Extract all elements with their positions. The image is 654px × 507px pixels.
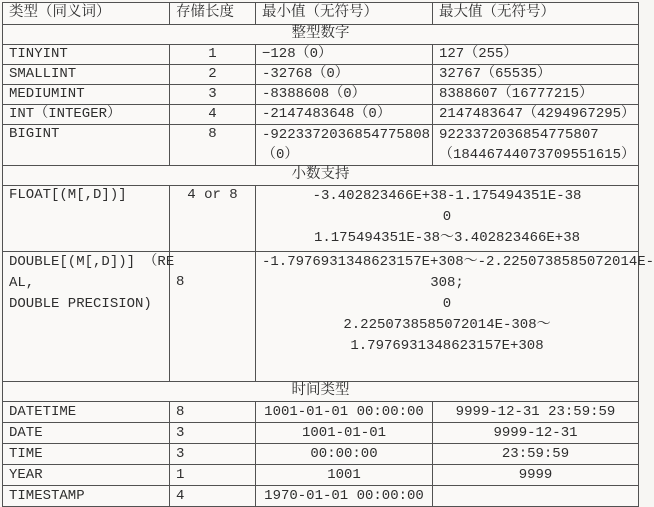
cell-line: 1.175494351E-38～3.402823466E+38 bbox=[313, 230, 581, 246]
cell-storage: 1 bbox=[170, 45, 256, 65]
cell-max: 9999-12-31 23:59:59 bbox=[433, 402, 639, 423]
cell-type: SMALLINT bbox=[3, 65, 170, 85]
cell-line: （0） bbox=[262, 147, 299, 163]
cell-type: INT（INTEGER） bbox=[3, 105, 170, 125]
cell-type: DATE bbox=[3, 423, 170, 444]
cell-storage: 4 or 8 bbox=[170, 186, 256, 252]
cell-min: −128（0） bbox=[256, 45, 433, 65]
table-row-double bbox=[3, 252, 639, 382]
cell-min: 1970-01-01 00:00:00 bbox=[256, 486, 433, 507]
cell-storage: 4 bbox=[170, 486, 256, 507]
header-cell-type: 类型（同义词） bbox=[3, 3, 170, 25]
cell-max: 127（255） bbox=[433, 45, 639, 65]
cell-line: 0 bbox=[442, 209, 452, 225]
cell-line: 2.2250738585072014E-308～ bbox=[343, 317, 551, 333]
cell-line: DOUBLE[(M[,D])] （RE bbox=[9, 254, 175, 270]
cell-line: （18446744073709551615） bbox=[439, 147, 636, 163]
cell-min bbox=[256, 125, 433, 166]
cell-max: 9999-12-31 bbox=[433, 423, 639, 444]
cell-line: -1.7976931348623157E+308～-2.2250738585072014E- bbox=[262, 254, 654, 270]
header-cell-min: 最小值（无符号） bbox=[256, 3, 433, 25]
cell-type bbox=[3, 252, 175, 382]
cell-type: TINYINT bbox=[3, 45, 170, 65]
table-row-tinyint bbox=[3, 45, 639, 65]
table-row-mediumint bbox=[3, 85, 639, 105]
table-row-datetime bbox=[3, 402, 639, 423]
cell-storage: 3 bbox=[170, 85, 256, 105]
cell-min: -2147483648（0） bbox=[256, 105, 433, 125]
cell-min: -32768（0） bbox=[256, 65, 433, 85]
cell-range bbox=[256, 186, 639, 252]
cell-range bbox=[256, 252, 654, 382]
cell-min: 00:00:00 bbox=[256, 444, 433, 465]
section-title: 小数支持 bbox=[3, 166, 639, 186]
cell-line: -9223372036854775808 bbox=[262, 127, 431, 143]
table-row-date bbox=[3, 423, 639, 444]
cell-type: DATETIME bbox=[3, 402, 170, 423]
cell-line: DOUBLE PRECISION) bbox=[9, 296, 152, 312]
cell-line: AL, bbox=[9, 275, 35, 291]
cell-type: MEDIUMINT bbox=[3, 85, 170, 105]
cell-storage: 8 bbox=[170, 125, 256, 166]
table-row-timestamp bbox=[3, 486, 639, 507]
table-row-bigint bbox=[3, 125, 639, 166]
cell-max: 9999 bbox=[433, 465, 639, 486]
cell-min: 1001 bbox=[256, 465, 433, 486]
cell-max: 23:59:59 bbox=[433, 444, 639, 465]
table-row-int bbox=[3, 105, 639, 125]
cell-line: -3.402823466E+38-1.175494351E-38 bbox=[312, 188, 582, 204]
table-header-row bbox=[3, 3, 639, 25]
cell-max: 32767（65535） bbox=[433, 65, 639, 85]
section-title: 时间类型 bbox=[3, 382, 639, 402]
section-row-integer bbox=[3, 25, 639, 45]
cell-max bbox=[433, 125, 639, 166]
table-row-time bbox=[3, 444, 639, 465]
cell-line: 9223372036854775807 bbox=[439, 127, 599, 143]
cell-max: 8388607（16777215） bbox=[433, 85, 639, 105]
cell-storage: 2 bbox=[170, 65, 256, 85]
cell-min: 1001-01-01 00:00:00 bbox=[256, 402, 433, 423]
cell-type: YEAR bbox=[3, 465, 170, 486]
cell-storage: 1 bbox=[170, 465, 256, 486]
header-cell-storage: 存储长度 bbox=[170, 3, 256, 25]
cell-max bbox=[433, 486, 639, 507]
cell-type: BIGINT bbox=[3, 125, 170, 166]
header-cell-max: 最大值（无符号） bbox=[433, 3, 639, 25]
table-row-year bbox=[3, 465, 639, 486]
cell-line: 0 bbox=[442, 296, 452, 312]
section-row-time bbox=[3, 382, 639, 402]
cell-type: FLOAT[(M[,D])] bbox=[3, 186, 170, 252]
cell-line: 308; bbox=[430, 275, 464, 291]
section-title: 整型数字 bbox=[3, 25, 639, 45]
cell-type: TIME bbox=[3, 444, 170, 465]
cell-min: -8388608（0） bbox=[256, 85, 433, 105]
cell-storage: 8 bbox=[170, 402, 256, 423]
cell-max: 2147483647（4294967295） bbox=[433, 105, 639, 125]
cell-min: 1001-01-01 bbox=[256, 423, 433, 444]
cell-storage: 3 bbox=[170, 423, 256, 444]
mysql-data-types-table bbox=[2, 2, 654, 507]
table-row-smallint bbox=[3, 65, 639, 85]
cell-storage: 3 bbox=[170, 444, 256, 465]
cell-storage: 8 bbox=[170, 252, 256, 382]
cell-type: TIMESTAMP bbox=[3, 486, 170, 507]
cell-line: 1.7976931348623157E+308 bbox=[350, 338, 544, 354]
cell-storage: 4 bbox=[170, 105, 256, 125]
table-row-float bbox=[3, 186, 639, 252]
section-row-decimal bbox=[3, 166, 639, 186]
